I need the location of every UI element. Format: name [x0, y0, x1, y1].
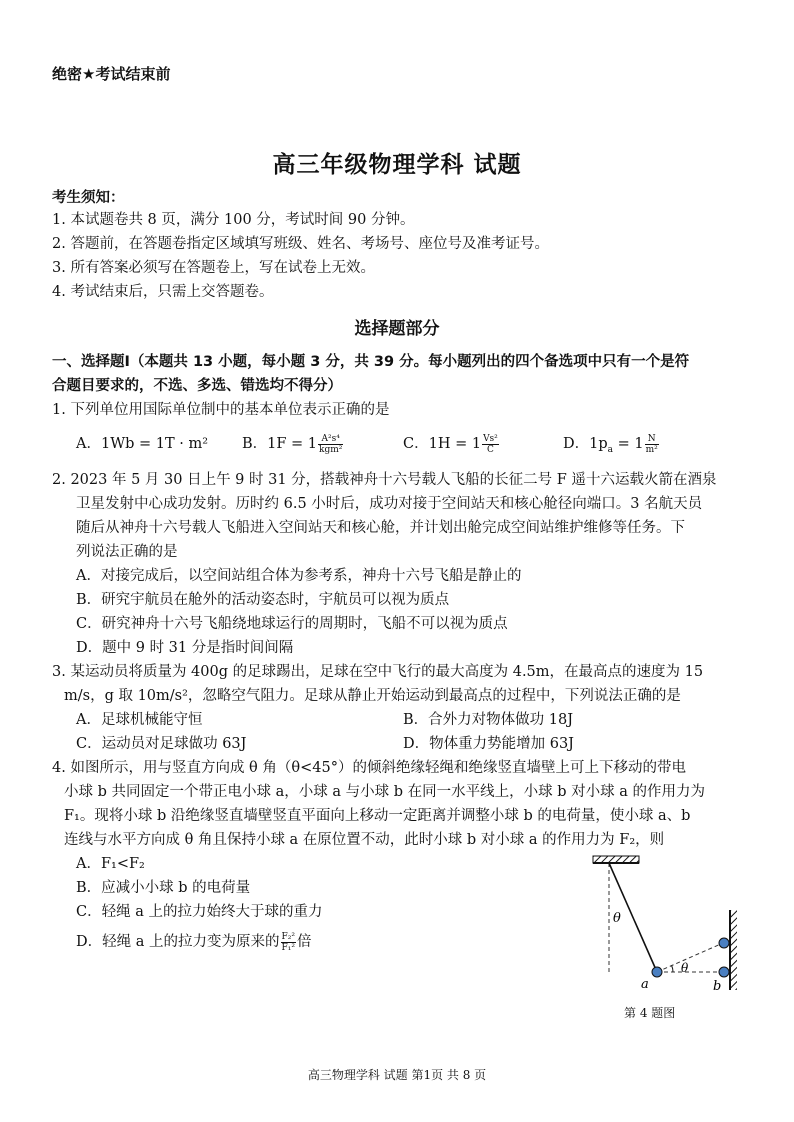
ball-a [652, 967, 662, 977]
fraction-denominator: F₁² [281, 942, 295, 953]
notice-title: 考生须知： [52, 190, 125, 206]
ceiling-support [593, 856, 639, 863]
question-4-stem: 4. 如图所示，用与竖直方向成 θ 角（θ<45°）的倾斜绝缘轻绳和绝缘竖直墙壁上可上下移动的带电 [52, 760, 686, 776]
q1-option-a: A．1Wb = 1T · m² [76, 436, 209, 452]
wall-hatching [730, 910, 737, 990]
notice-item: 2. 答题前，在答题卷指定区域填写班级、姓名、考场号、座位号及准考证号。 [52, 236, 549, 252]
part-instructions: 合题目要求的，不选、多选、错选均不得分） [52, 378, 342, 394]
fraction-denominator: kgm² [319, 444, 343, 455]
q2-option-d: D．题中 9 时 31 分是指时间间隔 [76, 640, 294, 656]
q4-option-a: A．F₁<F₂ [76, 856, 145, 872]
q4-option-d-label: D．轻绳 a 上的拉力变为原来的 [76, 934, 280, 950]
fraction-denominator: m² [645, 444, 658, 455]
label-b: b [713, 979, 722, 994]
q3-option-a: A．足球机械能守恒 [76, 712, 203, 728]
part-instructions: 一、选择题Ⅰ（本题共 13 小题，每小题 3 分，共 39 分。每小题列出的四个备选项中只有一个是符 [52, 354, 690, 370]
q1-option-b-label: B．1F = 1 [242, 436, 318, 452]
q3-option-d: D．物体重力势能增加 63J [403, 736, 574, 752]
q1-option-d [563, 432, 660, 462]
theta-label-rope: θ [613, 911, 621, 926]
q4-d-fraction [281, 932, 296, 953]
q1-option-b [242, 432, 344, 456]
notice-item: 3. 所有答案必须写在答题卷上，写在试卷上无效。 [52, 260, 375, 276]
ball-b-moved [719, 938, 729, 948]
q3-option-c: C．运动员对足球做功 63J [76, 736, 247, 752]
q1-d-fraction [645, 434, 659, 455]
question-2-stem: 列说法正确的是 [76, 544, 178, 560]
q4-option-c: C．轻绳 a 上的拉力始终大于球的重力 [76, 904, 323, 920]
ball-b [719, 967, 729, 977]
question-4-stem: 小球 b 共同固定一个带正电小球 a，小球 a 与小球 b 在同一水平线上，小球 b 对小球 a 的作用力为 [64, 784, 705, 800]
q2-option-a: A．对接完成后，以空间站组合体为参考系，神舟十六号飞船是静止的 [76, 568, 522, 584]
fraction-numerator: Vs² [483, 433, 498, 444]
label-a: a [641, 977, 649, 992]
q1-option-c [403, 432, 500, 456]
q4-figure [585, 850, 745, 1000]
question-2-stem: 卫星发射中心成功发射。历时约 6.5 小时后，成功对接于空间站天和核心舱径向端口。3 名航天员 [76, 496, 703, 512]
q1-option-c-label: C．1H = 1 [403, 436, 482, 452]
question-2-stem: 2. 2023 年 5 月 30 日上午 9 时 31 分，搭载神舟十六号载人飞船的长征二号 F 遥十六运载火箭在酒泉 [52, 472, 717, 488]
q1-b-fraction [318, 434, 343, 455]
question-3-stem: 3. 某运动员将质量为 400g 的足球踢出，足球在空中飞行的最大高度为 4.5m，在最高点的速度为 15 [52, 664, 704, 680]
question-2-stem: 随后从神舟十六号载人飞船进入空间站天和核心舱，并计划出舱完成空间站维护维修等任务。下 [76, 520, 685, 536]
q2-option-b: B．研究宇航员在舱外的活动姿态时，宇航员可以视为质点 [76, 592, 450, 608]
fraction-denominator: C [486, 444, 494, 455]
question-4-stem: F₁。现将小球 b 沿绝缘竖直墙壁竖直平面向上移动一定距离并调整小球 b 的电荷量，使小球 a、b [64, 808, 691, 824]
theta-label-angle: θ [681, 961, 689, 975]
page-title: 高三年级物理学科 试题 [272, 151, 522, 178]
notice-item: 4. 考试结束后，只需上交答题卷。 [52, 284, 274, 300]
notice-item: 1. 本试题卷共 8 页，满分 100 分，考试时间 90 分钟。 [52, 212, 415, 228]
secret-header: 绝密★考试结束前 [52, 65, 171, 83]
figure-caption: 第 4 题图 [624, 1006, 676, 1020]
fraction-numerator: F₂² [281, 931, 295, 942]
q1-d-equals: = 1 [613, 436, 644, 452]
angle-arc [672, 966, 673, 973]
q4-option-b: B．应减小小球 b 的电荷量 [76, 880, 251, 896]
q2-option-c: C．研究神舟十六号飞船绕地球运行的周期时，飞船不可以视为质点 [76, 616, 508, 632]
fraction-numerator: A²s⁴ [318, 434, 343, 445]
question-1-stem: 1. 下列单位用国际单位制中的基本单位表示正确的是 [52, 402, 390, 418]
q1-c-fraction [482, 434, 499, 455]
question-4-stem: 连线与水平方向成 θ 角且保持小球 a 在原位置不动，此时小球 b 对小球 a 的作用力为 F₂，则 [64, 832, 665, 848]
q4-option-d-suffix: 倍 [296, 934, 312, 950]
q4-option-d [76, 930, 311, 954]
connection-line-tilted [657, 943, 723, 972]
q1-d-subscript: a [607, 444, 614, 455]
fraction-numerator: N [645, 434, 659, 445]
q1-option-d-label: D．1p [563, 436, 608, 452]
question-3-stem: m/s，g 取 10m/s²，忽略空气阻力。足球从静止开始运动到最高点的过程中，下列说法正确的是 [64, 688, 681, 704]
page-footer: 高三物理学科 试题 第1页 共 8 页 [307, 1068, 487, 1082]
q3-option-b: B．合外力对物体做功 18J [403, 712, 574, 728]
section-title: 选择题部分 [354, 319, 440, 339]
